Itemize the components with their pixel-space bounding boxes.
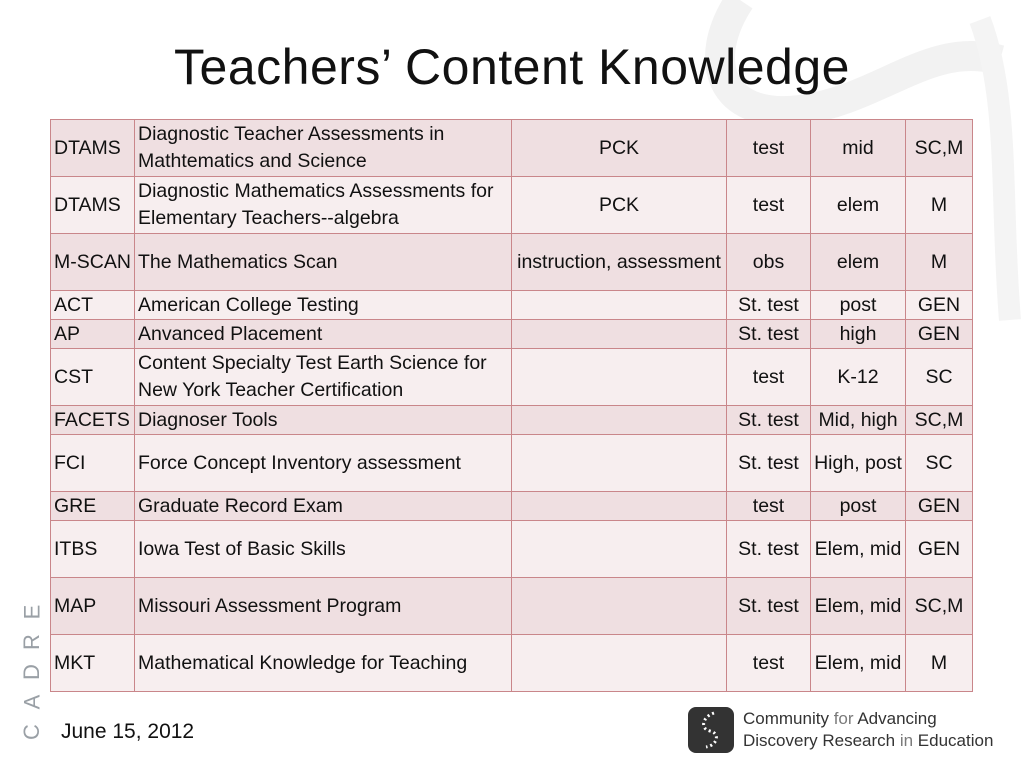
cell-abbreviation: ITBS xyxy=(51,521,135,578)
cell-assessment-name: Diagnostic Mathematics Assessments for Elementary Teachers--algebra xyxy=(135,177,512,234)
table-row xyxy=(51,291,973,320)
cell-method: test xyxy=(727,120,811,177)
cell-abbreviation: DTAMS xyxy=(51,120,135,177)
table-row xyxy=(51,578,973,635)
cell-abbreviation: GRE xyxy=(51,492,135,521)
assessment-table-container xyxy=(50,119,973,692)
assessment-table xyxy=(50,119,973,692)
cell-knowledge-type: PCK xyxy=(512,177,727,234)
table-row xyxy=(51,120,973,177)
cell-method: test xyxy=(727,635,811,692)
table-row xyxy=(51,435,973,492)
cell-method: St. test xyxy=(727,291,811,320)
cell-subject: SC,M xyxy=(906,578,973,635)
cell-subject: SC xyxy=(906,349,973,406)
cell-level: elem xyxy=(811,234,906,291)
cell-abbreviation: AP xyxy=(51,320,135,349)
cell-level: Elem, mid xyxy=(811,521,906,578)
cell-knowledge-type xyxy=(512,521,727,578)
cell-subject: GEN xyxy=(906,291,973,320)
cell-level: mid xyxy=(811,120,906,177)
cell-abbreviation: ACT xyxy=(51,291,135,320)
cell-subject: M xyxy=(906,234,973,291)
cell-method: St. test xyxy=(727,320,811,349)
cell-abbreviation: FCI xyxy=(51,435,135,492)
cell-knowledge-type xyxy=(512,492,727,521)
cell-abbreviation: FACETS xyxy=(51,406,135,435)
cell-method: test xyxy=(727,349,811,406)
table-row xyxy=(51,406,973,435)
cell-subject: M xyxy=(906,635,973,692)
cell-method: St. test xyxy=(727,578,811,635)
cell-subject: GEN xyxy=(906,492,973,521)
cell-assessment-name: The Mathematics Scan xyxy=(135,234,512,291)
cell-subject: SC,M xyxy=(906,120,973,177)
cell-method: obs xyxy=(727,234,811,291)
cell-assessment-name: Diagnoser Tools xyxy=(135,406,512,435)
cell-subject: SC,M xyxy=(906,406,973,435)
cell-knowledge-type: PCK xyxy=(512,120,727,177)
cell-level: K-12 xyxy=(811,349,906,406)
table-row xyxy=(51,320,973,349)
cell-assessment-name: Force Concept Inventory assessment xyxy=(135,435,512,492)
cell-knowledge-type xyxy=(512,578,727,635)
cell-assessment-name: Mathematical Knowledge for Teaching xyxy=(135,635,512,692)
cell-knowledge-type xyxy=(512,406,727,435)
page-title: Teachers’ Content Knowledge xyxy=(174,39,850,95)
table-row xyxy=(51,635,973,692)
cell-knowledge-type xyxy=(512,320,727,349)
cell-abbreviation: MKT xyxy=(51,635,135,692)
cell-level: post xyxy=(811,291,906,320)
cadre-letter: D xyxy=(18,664,44,680)
cell-knowledge-type xyxy=(512,435,727,492)
cell-abbreviation: CST xyxy=(51,349,135,406)
cell-level: high xyxy=(811,320,906,349)
cell-assessment-name: Anvanced Placement xyxy=(135,320,512,349)
cell-assessment-name: American College Testing xyxy=(135,291,512,320)
cell-subject: M xyxy=(906,177,973,234)
cell-method: St. test xyxy=(727,406,811,435)
cell-method: St. test xyxy=(727,521,811,578)
logo-text: Community for Advancing Discovery Research in Education xyxy=(743,709,994,750)
cell-level: Mid, high xyxy=(811,406,906,435)
table-row xyxy=(51,349,973,406)
cadre-letter: C xyxy=(18,724,44,740)
cadre-logo xyxy=(688,705,993,755)
cell-method: test xyxy=(727,177,811,234)
table-row xyxy=(51,521,973,578)
cell-knowledge-type xyxy=(512,291,727,320)
cell-assessment-name: Content Specialty Test Earth Science for New York Teacher Certification xyxy=(135,349,512,406)
cell-knowledge-type: instruction, assessment xyxy=(512,234,727,291)
cell-knowledge-type xyxy=(512,635,727,692)
cadre-letter: R xyxy=(18,634,44,650)
cell-level: Elem, mid xyxy=(811,578,906,635)
cell-subject: SC xyxy=(906,435,973,492)
cell-assessment-name: Missouri Assessment Program xyxy=(135,578,512,635)
cell-abbreviation: MAP xyxy=(51,578,135,635)
footer-date: June 15, 2012 xyxy=(61,720,195,743)
cell-level: High, post xyxy=(811,435,906,492)
cell-subject: GEN xyxy=(906,521,973,578)
logo-mark-icon xyxy=(688,707,734,753)
cell-assessment-name: Graduate Record Exam xyxy=(135,492,512,521)
cell-assessment-name: Iowa Test of Basic Skills xyxy=(135,521,512,578)
cell-method: St. test xyxy=(727,435,811,492)
cadre-letter: E xyxy=(19,604,44,620)
cell-assessment-name: Diagnostic Teacher Assessments in Mathtematics and Science xyxy=(135,120,512,177)
cell-knowledge-type xyxy=(512,349,727,406)
table-row xyxy=(51,234,973,291)
cell-subject: GEN xyxy=(906,320,973,349)
cadre-letter: A xyxy=(19,694,44,710)
table-row xyxy=(51,492,973,521)
cell-level: elem xyxy=(811,177,906,234)
table-row xyxy=(51,177,973,234)
cell-level: post xyxy=(811,492,906,521)
cadre-side-label xyxy=(20,597,44,747)
cell-method: test xyxy=(727,492,811,521)
cell-abbreviation: DTAMS xyxy=(51,177,135,234)
cell-level: Elem, mid xyxy=(811,635,906,692)
cell-abbreviation: M-SCAN xyxy=(51,234,135,291)
